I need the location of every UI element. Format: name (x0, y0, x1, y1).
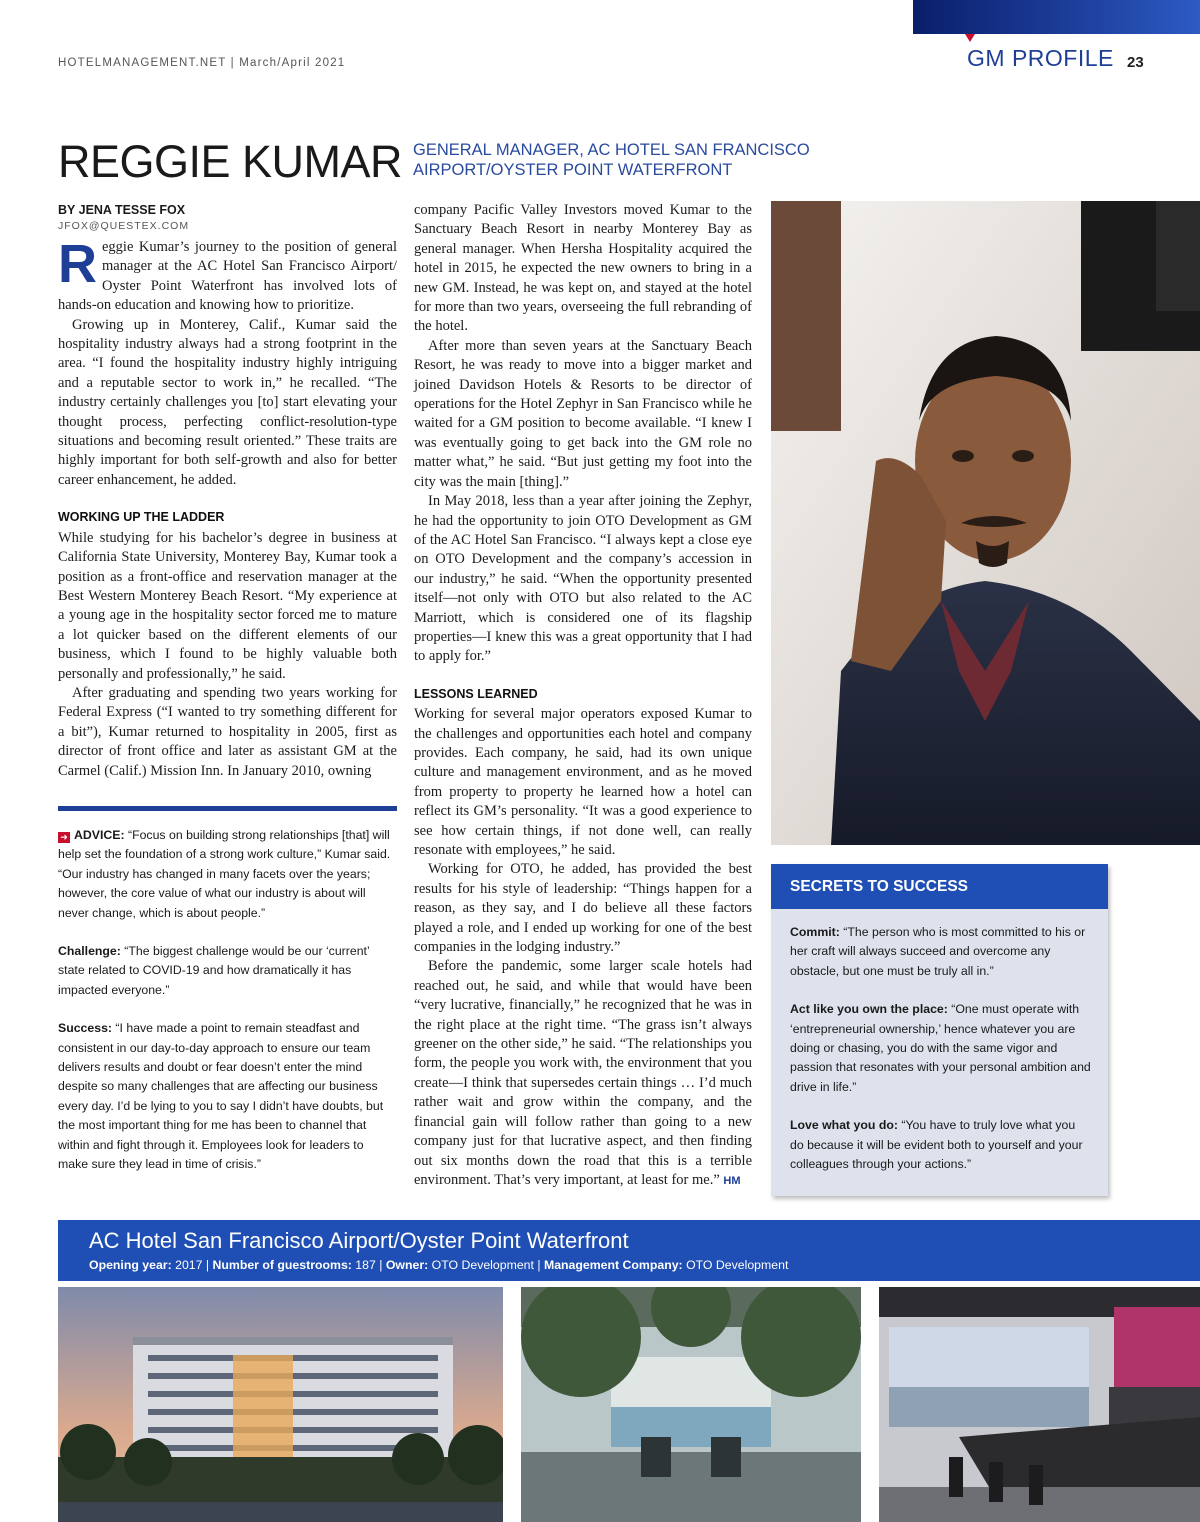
paragraph-text: Before the pandemic, some larger scale hotels had reached out, he said, and while that would have been “very lucrative, financially,” he recognized that he was in the right place at the right time. “The grass isn’t always greener on the other side,” he said. “The relationships you form, the people you work with, the environment that you create—I think that supersedes certain things … I’d much rather wait and grow within the company, and the financial gain will follow rather than going to a new company just for that lucrative aspect, and then finding out six months down the road that this is a terrible environment. That’s very important, at least for me.” (414, 958, 752, 1188)
article-column-2 (414, 201, 752, 1191)
success-label: Success: (58, 1021, 113, 1036)
opening-year-label: Opening year: (89, 1258, 172, 1272)
paragraph: Working for OTO, he added, has provided the best results for his style of leadership: “Things happen for a reason, as they say, and I do believe all these factors played a role, and I ended up working for one of the best companies in the lodging industry.” (414, 861, 752, 956)
advice-item (58, 826, 392, 923)
commit-label: Commit: (790, 925, 840, 939)
owner-label: Owner: (385, 1258, 429, 1272)
sidebar-divider (58, 806, 397, 811)
secrets-title: SECRETS TO SUCCESS (771, 864, 1108, 909)
paragraph (58, 234, 397, 316)
paragraph: Working for several major operators exposed Kumar to the challenges and opportunities each hotel and company provides. Each company, he said, had its own unique culture and management environment, and as he moved from property to property he learned how a hotel can reflect its GM’s personality. “It was a good experience to see how certain things, if not done well, can really resonate with employees,” he said. (414, 706, 752, 858)
article-column-1 (58, 234, 397, 781)
challenge-text: “The biggest challenge would be our ‘current’ state related to COVID-19 and how dramatically it has impacted everyone.” (58, 944, 370, 997)
paragraph: While studying for his bachelor’s degree in business at California State University, Monterey Bay, Kumar took a position as a front-office and reservation manager at the Best Western Monterey Beach Resort. “My experience at a young age in the hospitality sector forced me to mature a lot quicker based on the different elements of our business, which I found to be highly valuable both personally and professionally,” he said. (58, 529, 397, 682)
job-title: GENERAL MANAGER, AC HOTEL SAN FRANCISCO AIRPORT/OYSTER POINT WATERFRONT (413, 141, 810, 179)
guestrooms-label: Number of guestrooms: (212, 1258, 352, 1272)
love-item (790, 1116, 1092, 1174)
hotel-exterior-photo (58, 1287, 503, 1522)
portrait-photo (771, 201, 1200, 845)
article-headline: REGGIE KUMAR (58, 136, 403, 187)
management-company-value: OTO Development (682, 1258, 789, 1272)
author-email[interactable]: JFOX@QUESTEX.COM (58, 220, 190, 232)
challenge-label: Challenge: (58, 944, 121, 959)
paragraph: After graduating and spending two years working for Federal Express (“I wanted to try something different for a bit”), Kumar returned to hospitality in 2005, first as director of front office and later as assistant GM at the Carmel (Calif.) Mission Inn. In January 2010, owning (58, 684, 397, 779)
paragraph-text: eggie Kumar’s journey to the position of general manager at the AC Hotel San Francisco Airport/ Oyster Point Waterfront has involved lots of hands-on education and knowing how to prioritize. (58, 239, 397, 314)
paragraph (414, 957, 752, 1191)
header-triangle-marker (965, 34, 975, 42)
advice-sidebar (58, 826, 392, 1194)
arrow-right-icon: ➜ (58, 832, 70, 843)
drop-cap: R (58, 234, 97, 294)
byline: BY JENA TESSE FOX (58, 203, 186, 217)
success-text: “I have made a point to remain steadfast and consistent in our day-to-day approach to ensure our team delivers results and doubt or fear doesn’t enter the mind despite so many challenges that are affecting our business every day. I’d be lying to you to say I didn’t have doubts, but the most important thing for me has been to channel that within and fight through it. Employees look for leaders to make sure they lead in time of crisis.” (58, 1021, 384, 1172)
paragraph: After more than seven years at the Sanctuary Beach Resort, he was ready to move into a bigger market and joined Davidson Hotels & Resorts to be director of operations for the Hotel Zephyr in San Francisco while he waited for a GM position to become available. “I knew I was eventually going to get back into the GM role no matter what,” he said. “But just getting my foot into the city was the main [thing].” (414, 337, 752, 490)
advice-label: ADVICE: (74, 828, 125, 842)
own-place-item (790, 1000, 1092, 1097)
section-label: GM PROFILE (967, 45, 1114, 71)
success-item (58, 1019, 392, 1174)
challenge-item (58, 942, 392, 1000)
own-place-text: “One must operate with ‘entrepreneurial ownership,’ hence whatever you are doing or chasing, you do with the same vigor and passion that resonates with your personal ambition and drive in life.” (790, 1002, 1091, 1094)
management-company-label: Management Company: (543, 1258, 683, 1272)
owner-value: OTO Development | (428, 1258, 544, 1272)
own-place-label: Act like you own the place: (790, 1002, 948, 1017)
love-text: “You have to truly love what you do because it will be evident both to yourself and your colleagues through your actions.” (790, 1118, 1083, 1172)
paragraph: Growing up in Monterey, Calif., Kumar said the hospitality industry always had a strong footprint in the area. “I found the hospitality industry highly intriguing and a reputable sector to work in,” he recalled. “The industry certainly challenges you [to] start elevating your thought process, perfecting conflict-resolution-type situations and becoming result oriented.” These traits are highly important for both self-growth and also for better career enhancement, he added. (58, 316, 397, 488)
end-mark: HM (723, 1174, 741, 1187)
secrets-body (771, 909, 1108, 1174)
subhead-working-up-the-ladder: WORKING UP THE LADDER (58, 510, 225, 525)
masthead: HOTELMANAGEMENT.NET | March/April 2021 (58, 57, 346, 69)
love-label: Love what you do: (790, 1118, 898, 1133)
advice-text: “Focus on building strong relationships [that] will help set the foundation of a strong work culture,” Kumar said. “Our industry has changed in many facets over the years; however, the core value of what our industry is about will never change, which is about people.” (58, 828, 391, 920)
page-number: 23 (1127, 54, 1144, 71)
paragraph: In May 2018, less than a year after joining the Zephyr, he had the opportunity to join OTO Development as GM of the AC Hotel San Francisco. “I always kept a close eye on OTO Development and the company’s accession in our industry,” he said. “When the opportunity presented itself—not only with OTO but also related to the AC Marriott, which is considered one of its flagship properties—I knew this was a great opportunity that I had to apply for.” (414, 493, 752, 665)
hotel-courtyard-photo (521, 1287, 861, 1522)
subhead-lessons-learned: LESSONS LEARNED (414, 686, 538, 701)
hotel-facts (89, 1258, 788, 1272)
secrets-to-success-box (771, 864, 1108, 1196)
guestrooms-value: 187 | (351, 1258, 386, 1272)
hotel-name: AC Hotel San Francisco Airport/Oyster Point Waterfront (89, 1228, 629, 1253)
commit-text: “The person who is most committed to his or her craft will always succeed and overcome any obstacle, but one must be truly all in.” (790, 925, 1086, 978)
commit-item (790, 923, 1092, 981)
paragraph: company Pacific Valley Investors moved Kumar to the Sanctuary Beach Resort in nearby Monterey Bay as general manager. When Hersha Hospitality acquired the hotel in 2015, he expected the new owners to bring in a new GM. Instead, he was kept on, and stayed at the hotel for more than two years, overseeing the full rebranding of the hotel. (414, 202, 752, 335)
header-color-bar (913, 0, 1200, 34)
hotel-bar-photo (879, 1287, 1200, 1522)
opening-year-value: 2017 | (171, 1258, 213, 1272)
